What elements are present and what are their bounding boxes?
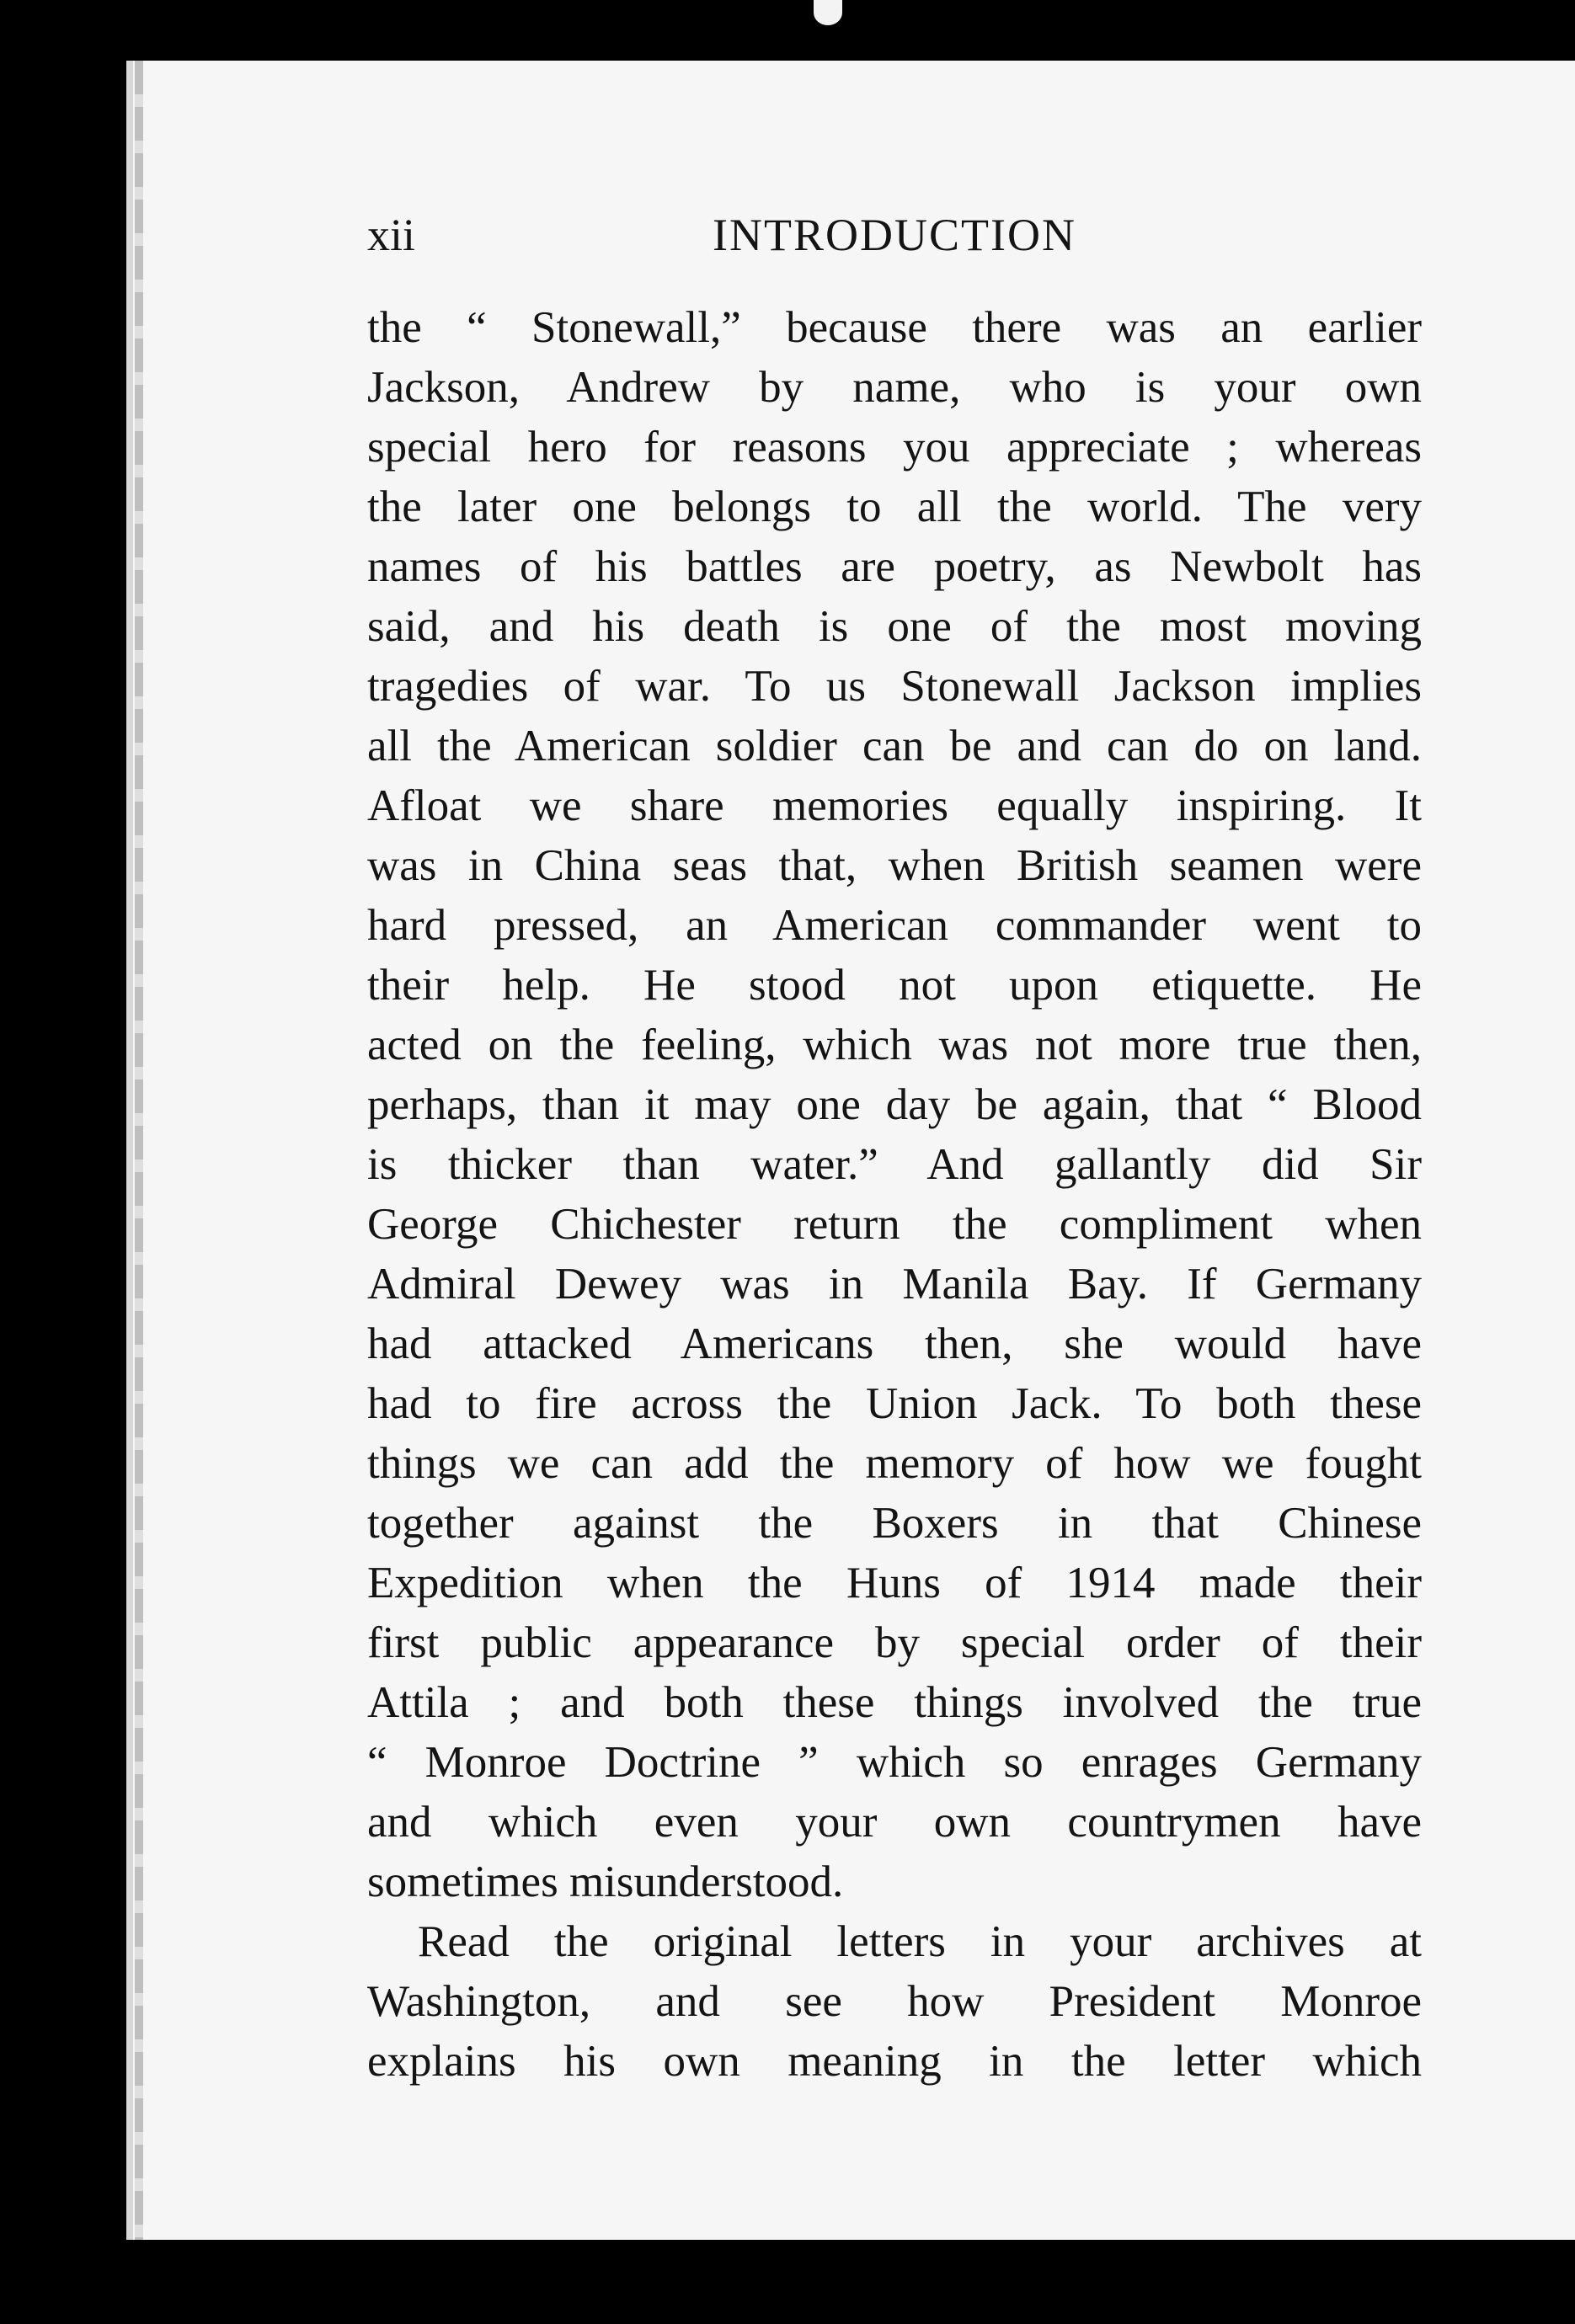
text-line: the later one belongs to all the world. The very [367, 482, 1422, 531]
text-line: hard pressed, an American commander went to [367, 901, 1422, 950]
text-line: was in China seas that, when British seamen were [367, 841, 1422, 890]
paragraph [367, 1912, 1422, 2092]
text-line: special hero for reasons you appreciate ; whereas [367, 423, 1422, 472]
paragraph [367, 298, 1422, 1912]
text-line: their help. He stood not upon etiquette. He [367, 961, 1422, 1010]
page-text-block [367, 202, 1422, 2092]
text-line: Admiral Dewey was in Manila Bay. If Germany [367, 1260, 1422, 1309]
text-line: Jackson, Andrew by name, who is your own [367, 363, 1422, 412]
text-line: perhaps, than it may one day be again, that “ Blood [367, 1080, 1422, 1129]
text-line: Read the original letters in your archives at [418, 1917, 1422, 1966]
text-line: had to fire across the Union Jack. To both these [367, 1379, 1422, 1428]
text-line: Washington, and see how President Monroe [367, 1977, 1422, 2026]
body-text [367, 298, 1422, 2092]
text-line: Attila ; and both these things involved the true [367, 1678, 1422, 1727]
chapter-title: INTRODUCTION [713, 210, 1076, 260]
text-line: Afloat we share memories equally inspiring. It [367, 781, 1422, 830]
text-line: all the American soldier can be and can do on land. [367, 722, 1422, 770]
scan-blot [814, 0, 842, 25]
text-line: explains his own meaning in the letter which [367, 2037, 1422, 2086]
text-line: together against the Boxers in that Chinese [367, 1499, 1422, 1548]
text-line: Expedition when the Huns of 1914 made their [367, 1559, 1422, 1607]
text-line: sometimes misunderstood. [367, 1858, 844, 1906]
running-head [367, 202, 1422, 268]
text-line: is thicker than water.” And gallantly did Sir [367, 1140, 1422, 1189]
text-line: George Chichester return the compliment when [367, 1200, 1422, 1249]
text-line: first public appearance by special order of their [367, 1618, 1422, 1667]
text-line: things we can add the memory of how we fought [367, 1439, 1422, 1488]
text-line: and which even your own countrymen have [367, 1798, 1422, 1847]
binding-edge [135, 61, 143, 2240]
text-line: said, and his death is one of the most moving [367, 602, 1422, 651]
text-line: the “ Stonewall,” because there was an earlier [367, 303, 1422, 352]
text-line: names of his battles are poetry, as Newbolt has [367, 542, 1422, 591]
text-line: tragedies of war. To us Stonewall Jackson implies [367, 662, 1422, 711]
text-line: acted on the feeling, which was not more true then, [367, 1021, 1422, 1069]
page-number: xii [367, 210, 416, 260]
text-line: had attacked Americans then, she would have [367, 1319, 1422, 1368]
text-line: “ Monroe Doctrine ” which so enrages Germany [367, 1738, 1422, 1787]
